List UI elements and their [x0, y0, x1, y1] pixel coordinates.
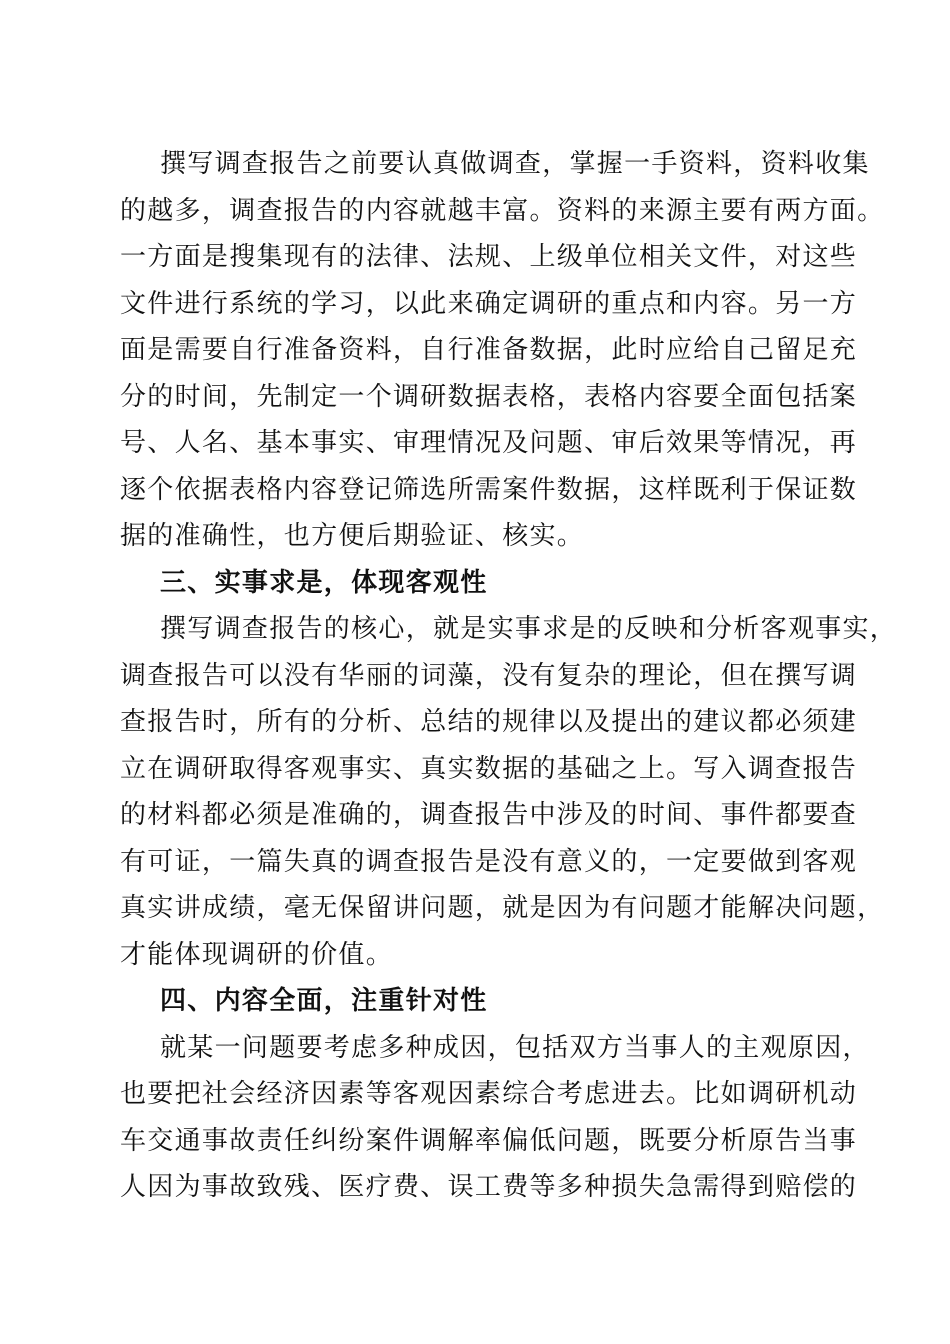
- paragraph-line: 的材料都必须是准确的，调查报告中涉及的时间、事件都要查: [120, 800, 858, 830]
- paragraph-line: 文件进行系统的学习，以此来确定调研的重点和内容。另一方: [120, 289, 858, 319]
- paragraph-line: 立在调研取得客观事实、真实数据的基础之上。写入调查报告: [120, 754, 858, 784]
- paragraph-line: 真实讲成绩，毫无保留讲问题，就是因为有问题才能解决问题，: [120, 893, 885, 923]
- section-heading: 三、实事求是，体现客观性: [160, 568, 488, 598]
- paragraph-line: 人因为事故致残、医疗费、误工费等多种损失急需得到赔偿的: [120, 1172, 858, 1202]
- paragraph-line: 也要把社会经济因素等客观因素综合考虑进去。比如调研机动: [120, 1079, 858, 1109]
- paragraph-line: 逐个依据表格内容登记筛选所需案件数据，这样既利于保证数: [120, 475, 858, 505]
- paragraph-line: 调查报告可以没有华丽的词藻，没有复杂的理论，但在撰写调: [120, 661, 858, 691]
- paragraph-line: 车交通事故责任纠纷案件调解率偏低问题，既要分析原告当事: [120, 1126, 858, 1156]
- paragraph-line: 有可证，一篇失真的调查报告是没有意义的，一定要做到客观: [120, 847, 858, 877]
- paragraph-line: 分的时间，先制定一个调研数据表格，表格内容要全面包括案: [120, 382, 858, 412]
- paragraph-line: 撰写调查报告之前要认真做调查，掌握一手资料，资料收集: [160, 149, 870, 179]
- paragraph-line: 才能体现调研的价值。: [120, 940, 394, 970]
- paragraph-line: 一方面是搜集现有的法律、法规、上级单位相关文件，对这些: [120, 242, 858, 272]
- paragraph-line: 面是需要自行准备资料，自行准备数据，此时应给自己留足充: [120, 335, 858, 365]
- paragraph-line: 查报告时，所有的分析、总结的规律以及提出的建议都必须建: [120, 707, 858, 737]
- paragraph-line: 的越多，调查报告的内容就越丰富。资料的来源主要有两方面。: [120, 196, 885, 226]
- section-heading: 四、内容全面，注重针对性: [160, 986, 488, 1016]
- paragraph-line: 撰写调查报告的核心，就是实事求是的反映和分析客观事实，: [160, 614, 898, 644]
- paragraph-line: 号、人名、基本事实、审理情况及问题、审后效果等情况，再: [120, 428, 858, 458]
- paragraph-line: 就某一问题要考虑多种成因，包括双方当事人的主观原因，: [160, 1033, 870, 1063]
- paragraph-line: 据的准确性，也方便后期验证、核实。: [120, 521, 585, 551]
